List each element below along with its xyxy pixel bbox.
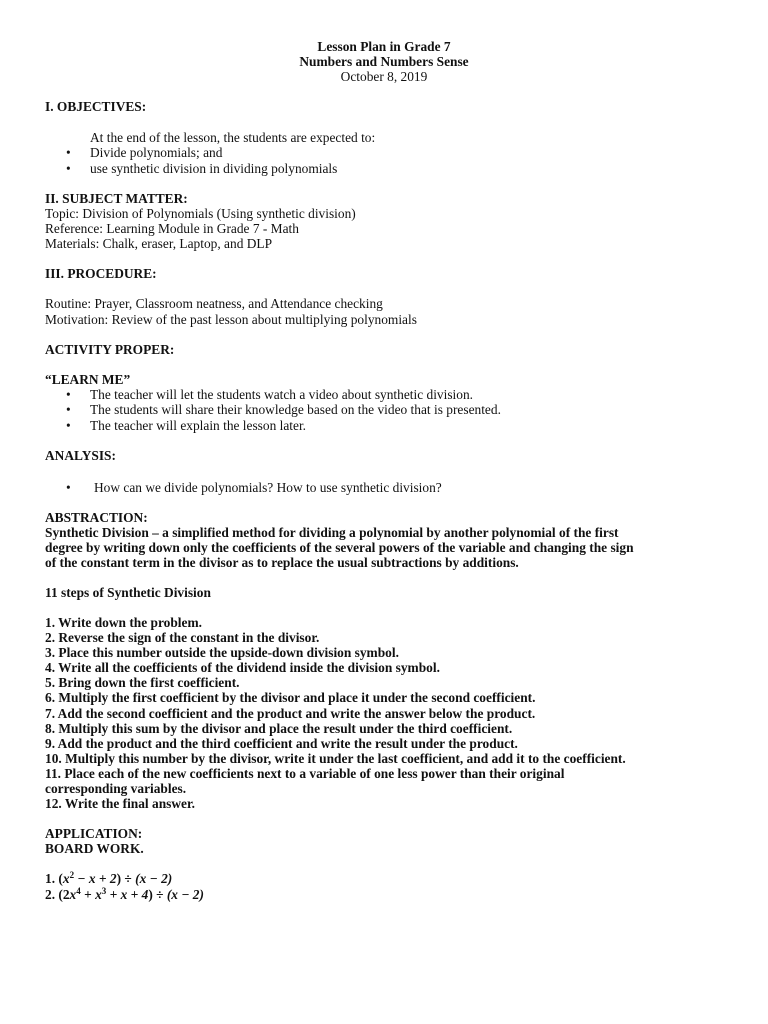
step-item: 10. Multiply this number by the divisor, write it under the last coefficient, and add it to the coefficient. bbox=[45, 751, 626, 766]
abstraction-definition-line: of the constant term in the divisor as to replace the usual subtractions by additions. bbox=[45, 555, 519, 570]
step-item: 7. Add the second coefficient and the product and write the answer below the product. bbox=[45, 706, 536, 721]
step-item: 2. Reverse the sign of the constant in the divisor. bbox=[45, 630, 320, 645]
board-work-problem: 2. $(2x^4 + x^3 + x + 4) \div (x - 2)$ bbox=[45, 886, 204, 902]
analysis-item: How can we divide polynomials? How to use synthetic division? bbox=[94, 480, 442, 495]
step-item: 8. Multiply this sum by the divisor and place the result under the third coefficient. bbox=[45, 721, 513, 736]
procedure-routine: Routine: Prayer, Classroom neatness, and Attendance checking bbox=[45, 296, 383, 311]
step-item: corresponding variables. bbox=[45, 781, 187, 796]
step-item: 3. Place this number outside the upside-down division symbol. bbox=[45, 645, 399, 660]
subject-reference: Reference: Learning Module in Grade 7 - Math bbox=[45, 221, 299, 236]
activity-item: The teacher will let the students watch a video about synthetic division. bbox=[90, 387, 474, 402]
application-subheading: BOARD WORK. bbox=[45, 841, 144, 856]
step-item: 4. Write all the coefficients of the dividend inside the division symbol. bbox=[45, 660, 440, 675]
bullet-icon: • bbox=[66, 145, 71, 160]
objective-item: Divide polynomials; and bbox=[90, 145, 223, 160]
bullet-icon: • bbox=[66, 418, 71, 433]
procedure-heading: III. PROCEDURE: bbox=[45, 266, 157, 281]
bullet-icon: • bbox=[66, 402, 71, 417]
subject-materials: Materials: Chalk, eraser, Laptop, and DLP bbox=[45, 236, 273, 251]
activity-item: The teacher will explain the lesson later. bbox=[90, 418, 307, 433]
step-item: 11. Place each of the new coefficients next to a variable of one less power than their original bbox=[45, 766, 565, 781]
step-item: 12. Write the final answer. bbox=[45, 796, 196, 811]
document-title: Lesson Plan in Grade 7 bbox=[317, 39, 451, 54]
step-item: 6. Multiply the first coefficient by the divisor and place it under the second coefficient. bbox=[45, 690, 536, 705]
objectives-intro: At the end of the lesson, the students are expected to: bbox=[90, 130, 376, 145]
subject-topic: Topic: Division of Polynomials (Using synthetic division) bbox=[45, 206, 356, 221]
step-item: 1. Write down the problem. bbox=[45, 615, 202, 630]
bullet-icon: • bbox=[66, 161, 71, 176]
problem-number: 1. bbox=[45, 871, 59, 886]
abstraction-definition-line: degree by writing down only the coefficients of the several powers of the variable and changing the sign bbox=[45, 540, 634, 555]
steps-title: 11 steps of Synthetic Division bbox=[45, 585, 211, 600]
objective-item: use synthetic division in dividing polynomials bbox=[90, 161, 338, 176]
subject-matter-heading: II. SUBJECT MATTER: bbox=[45, 191, 188, 206]
board-work-problem: 1. $(x^2 - x + 2) \div (x - 2)$ bbox=[45, 870, 173, 886]
bullet-icon: • bbox=[66, 387, 71, 402]
activity-subheading: “LEARN ME” bbox=[45, 372, 131, 387]
activity-heading: ACTIVITY PROPER: bbox=[45, 342, 175, 357]
bullet-icon: • bbox=[66, 480, 71, 495]
document-date: October 8, 2019 bbox=[340, 69, 428, 84]
problem-number: 2. bbox=[45, 887, 59, 902]
step-item: 9. Add the product and the third coefficient and write the result under the product. bbox=[45, 736, 518, 751]
abstraction-heading: ABSTRACTION: bbox=[45, 510, 148, 525]
procedure-motivation: Motivation: Review of the past lesson about multiplying polynomials bbox=[45, 312, 417, 327]
abstraction-definition-line: Synthetic Division – a simplified method for dividing a polynomial by another polynomial of the first bbox=[45, 525, 619, 540]
document-subtitle: Numbers and Numbers Sense bbox=[299, 54, 469, 69]
activity-item: The students will share their knowledge based on the video that is presented. bbox=[90, 402, 501, 417]
analysis-heading: ANALYSIS: bbox=[45, 448, 116, 463]
objectives-heading: I. OBJECTIVES: bbox=[45, 99, 147, 114]
step-item: 5. Bring down the first coefficient. bbox=[45, 675, 240, 690]
application-heading: APPLICATION: bbox=[45, 826, 143, 841]
